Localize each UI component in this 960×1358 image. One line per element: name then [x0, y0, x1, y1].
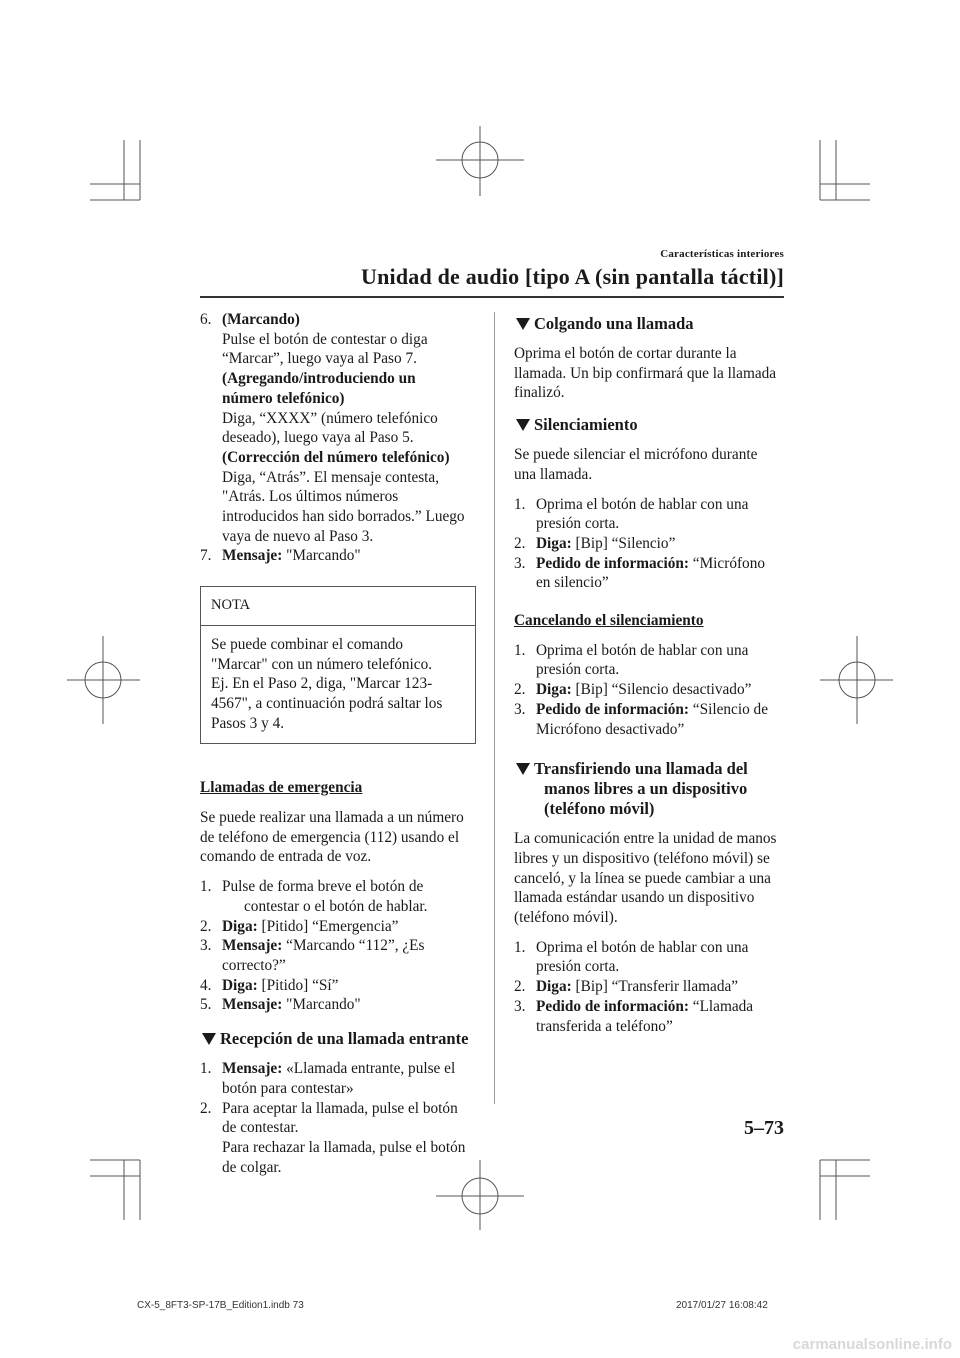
watermark: carmanualsonline.info [792, 1336, 952, 1353]
step-line: Diga, “XXXX” (número telefónico [222, 409, 438, 427]
section-category: Características interiores [660, 248, 784, 260]
heading-text: Recepción de una llamada entrante [220, 1029, 469, 1049]
list-item [514, 997, 786, 1036]
step-number: 2. [200, 1099, 212, 1117]
step-text: «Llamada entrante, pulse el [282, 1060, 456, 1078]
step-line: Oprima el botón de hablar con una [536, 641, 749, 659]
note-line: 4567", a continuación podrá saltar los [211, 694, 443, 712]
column-divider [494, 312, 495, 1104]
transfer-paragraph [514, 829, 786, 928]
step-number: 7. [200, 547, 212, 565]
paragraph-line: La comunicación entre la unidad de manos [514, 830, 777, 848]
step-line: Pulse el botón de contestar o diga [222, 330, 428, 348]
note-box [200, 586, 476, 744]
page-number: 5–73 [744, 1117, 784, 1139]
step-line: introducidos han sido borrados.” Luego [222, 508, 465, 526]
step-line: presión corta. [536, 515, 620, 533]
step-text: “Marcando “112”, ¿Es [282, 937, 425, 955]
step-number: 3. [514, 997, 526, 1015]
step-line: "Atrás. Los últimos números [222, 488, 399, 506]
step-line: Para aceptar la llamada, pulse el botón [222, 1099, 458, 1117]
step-line: presión corta. [536, 958, 620, 976]
section-triangle-icon [516, 318, 530, 330]
mute-heading [514, 415, 786, 435]
note-line: Se puede combinar el comando [211, 635, 403, 653]
list-item [200, 1099, 476, 1178]
list-item [514, 700, 786, 739]
list-item [514, 641, 786, 680]
incoming-steps [200, 1059, 476, 1177]
step-text: [Bip] “Transferir llamada” [571, 978, 739, 996]
step-line: Para rechazar la llamada, pulse el botón [222, 1138, 466, 1156]
list-item [200, 1059, 476, 1098]
step-text: “Silencio de [688, 700, 768, 718]
transfer-heading [514, 759, 786, 819]
list-item [514, 680, 786, 700]
heading-text: (teléfono móvil) [544, 799, 655, 819]
step-number: 1. [200, 878, 212, 896]
footer-timestamp: 2017/01/27 16:08:42 [676, 1300, 768, 1311]
step-line: deseado), luego vaya al Paso 5. [222, 429, 414, 447]
step-label: Pedido de información: [536, 997, 689, 1015]
paragraph-line: Se puede silenciar el micrófono durante [514, 446, 758, 464]
step-label: número telefónico) [222, 389, 345, 407]
note-title: NOTA [201, 587, 475, 626]
step-number: 4. [200, 976, 212, 994]
step-text: [Pitido] “Sí” [257, 976, 339, 994]
step-number: 3. [514, 700, 526, 718]
step-label: (Corrección del número telefónico) [222, 448, 450, 466]
step-label: Diga: [536, 534, 572, 552]
section-triangle-icon [516, 763, 530, 775]
list-item [514, 554, 786, 593]
paragraph-line: finalizó. [514, 384, 565, 402]
step-text: "Marcando" [282, 996, 361, 1014]
step-number: 3. [514, 554, 526, 572]
list-item [514, 495, 786, 534]
paragraph-line: comando de entrada de voz. [200, 848, 372, 866]
step-label: Pedido de información: [536, 554, 689, 572]
hangup-heading [514, 314, 786, 334]
paragraph-line: llamada. Un bip confirmará que la llamada [514, 364, 777, 382]
step-line: correcto?” [222, 956, 286, 974]
section-triangle-icon [516, 419, 530, 431]
step-line: vaya de nuevo al Paso 3. [222, 527, 374, 545]
step-text: [Pitido] “Emergencia” [257, 917, 399, 935]
step-number: 6. [200, 311, 212, 328]
transfer-steps [514, 938, 786, 1037]
step-number: 5. [200, 996, 212, 1014]
step-label: Pedido de información: [536, 700, 689, 718]
paragraph-line: llamada estándar usando un dispositivo [514, 889, 755, 907]
step-label: (Agregando/introduciendo un [222, 370, 416, 388]
step-line: presión corta. [536, 661, 620, 679]
emergency-heading: Llamadas de emergencia [200, 779, 363, 797]
note-body [201, 626, 475, 744]
step-line: contestar o el botón de hablar. [244, 897, 428, 915]
paragraph-line: (teléfono móvil). [514, 909, 618, 927]
step-label: Mensaje: [222, 1060, 283, 1078]
step-line: Diga, “Atrás”. El mensaje contesta, [222, 468, 440, 486]
step-text: “Llamada [688, 997, 754, 1015]
step-number: 1. [200, 1060, 212, 1078]
step-line: Oprima el botón de hablar con una [536, 938, 749, 956]
step-number: 3. [200, 937, 212, 955]
step-label: Mensaje: [222, 996, 283, 1014]
page-title: Unidad de audio [tipo A (sin pantalla táctil)] [361, 264, 784, 289]
paragraph-line: de teléfono de emergencia (112) usando el [200, 828, 460, 846]
section-triangle-icon [202, 1033, 216, 1045]
step-6 [200, 310, 476, 546]
step-number: 2. [200, 917, 212, 935]
header-rule [200, 296, 784, 298]
step-line: transferida a teléfono” [536, 1017, 673, 1035]
unmute-steps [514, 641, 786, 740]
step-line: “Marcar”, luego vaya al Paso 7. [222, 350, 417, 368]
emergency-paragraph [200, 808, 476, 867]
step-label: Mensaje: [222, 937, 283, 955]
list-item [200, 995, 476, 1015]
step-text: [Bip] “Silencio” [571, 534, 676, 552]
list-item [200, 917, 476, 937]
list-item [514, 938, 786, 977]
footer-file: CX-5_8FT3-SP-17B_Edition1.indb 73 [137, 1300, 304, 1311]
step-line: Pulse de forma breve el botón de [222, 878, 424, 896]
step-number: 2. [514, 681, 526, 699]
unmute-heading: Cancelando el silenciamiento [514, 612, 704, 630]
list-item [514, 977, 786, 997]
step-number: 2. [514, 534, 526, 552]
right-column [514, 310, 786, 1036]
step-label: Diga: [536, 681, 572, 699]
incoming-call-heading [200, 1029, 476, 1049]
note-line: Pasos 3 y 4. [211, 714, 285, 732]
heading-text: manos libres a un dispositivo [544, 779, 748, 799]
paragraph-line: Oprima el botón de cortar durante la [514, 345, 737, 362]
step-line: botón para contestar» [222, 1079, 354, 1097]
paragraph-line: canceló, y la línea se puede cambiar a una [514, 869, 771, 887]
step-7 [200, 546, 476, 566]
emergency-steps [200, 877, 476, 1015]
step-line: Micrófono desactivado” [536, 720, 685, 738]
heading-text: Colgando una llamada [534, 314, 694, 333]
step-number: 1. [514, 938, 526, 956]
list-item [514, 534, 786, 554]
list-item [200, 936, 476, 975]
paragraph-line: una llamada. [514, 465, 593, 483]
note-line: "Marcar" con un número telefónico. [211, 655, 433, 673]
step-label: Diga: [222, 976, 258, 994]
heading-text: Silenciamiento [534, 415, 638, 435]
step-text: "Marcando" [282, 547, 361, 565]
mute-paragraph [514, 445, 786, 484]
step-line: en silencio” [536, 574, 609, 592]
step-line: de colgar. [222, 1158, 282, 1176]
heading-text: Transfiriendo una llamada del [534, 759, 748, 779]
step-line: Oprima el botón de hablar con una [536, 495, 749, 513]
list-item [200, 877, 476, 916]
paragraph-line: Se puede realizar una llamada a un número [200, 809, 464, 827]
step-label: (Marcando) [222, 311, 300, 328]
step-number: 1. [514, 641, 526, 659]
left-column [200, 310, 476, 1177]
step-text: [Bip] “Silencio desactivado” [571, 681, 752, 699]
paragraph-line: libres y un dispositivo (teléfono móvil) se [514, 849, 770, 867]
step-line: de contestar. [222, 1119, 299, 1137]
step-label: Diga: [536, 978, 572, 996]
hangup-paragraph [514, 344, 786, 403]
mute-steps [514, 495, 786, 594]
note-line: Ej. En el Paso 2, diga, "Marcar 123- [211, 675, 433, 693]
list-item [200, 976, 476, 996]
step-number: 2. [514, 978, 526, 996]
step-text: “Micrófono [688, 554, 766, 572]
step-label: Mensaje: [222, 547, 283, 565]
step-label: Diga: [222, 917, 258, 935]
step-number: 1. [514, 495, 526, 513]
